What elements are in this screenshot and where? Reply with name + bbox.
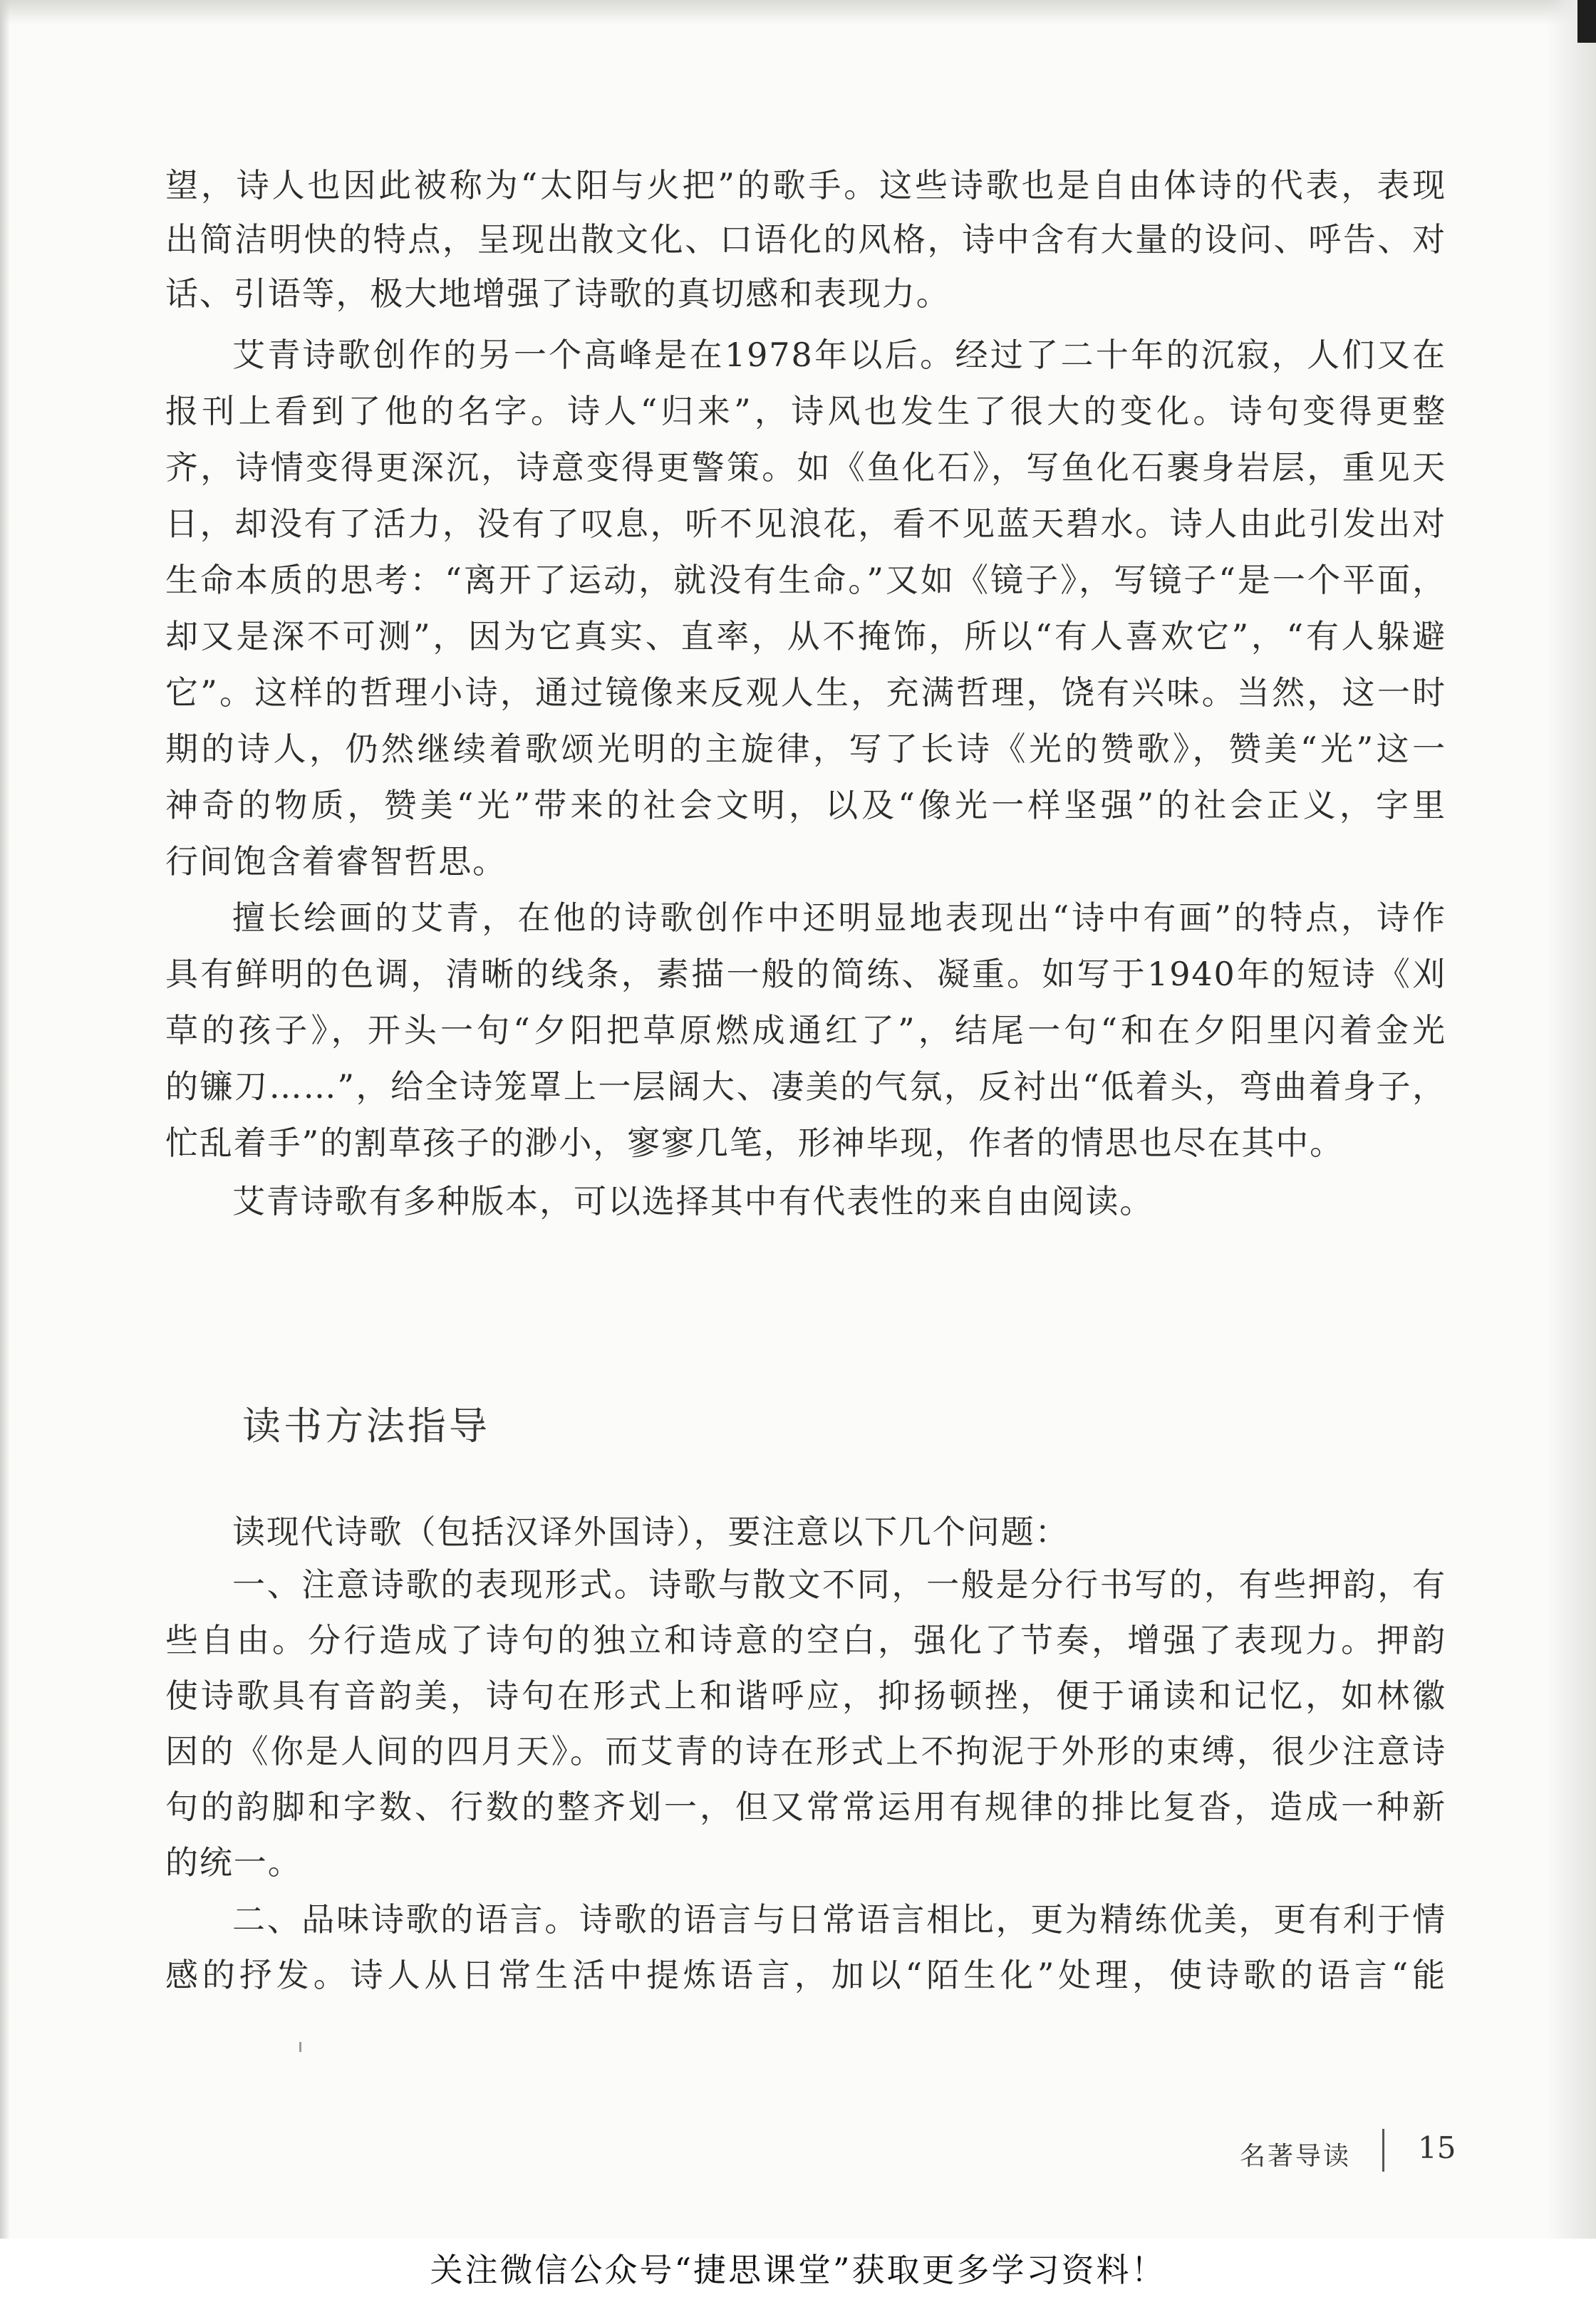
text-line: 的镰刀……”，给全诗笼罩上一层阔大、凄美的气氛，反衬出“低着头，弯曲着身子，: [165, 1067, 1446, 1106]
text-line: 草的孩子》，开头一句“夕阳把草原燃成通红了”，结尾一句“和在夕阳里闪着金光: [165, 1011, 1446, 1049]
text-line: 具有鲜明的色调，清晰的线条，素描一般的简练、凝重。如写于1940年的短诗《刈: [165, 955, 1446, 993]
text-line: 因的《你是人间的四月天》。而艾青的诗在形式上不拘泥于外形的束缚，很少注意诗: [165, 1732, 1446, 1771]
section-heading: 读书方法指导: [242, 1404, 490, 1448]
scan-left-edge-shadow: [0, 0, 10, 2307]
text-line: 话、引语等，极大地增强了诗歌的真切感和表现力。: [165, 274, 950, 313]
text-line: 却又是深不可测”，因为它真实、直率，从不掩饰，所以“有人喜欢它”，“有人躲避: [165, 617, 1446, 655]
text-line: 感的抒发。诗人从日常生活中提炼语言，加以“陌生化”处理，使诗歌的语言“能: [165, 1956, 1446, 1994]
text-line: 些自由。分行造成了诗句的独立和诗意的空白，强化了节奏，增强了表现力。押韵: [165, 1621, 1446, 1659]
text-line: 一、注意诗歌的表现形式。诗歌与散文不同，一般是分行书写的，有些押韵，有: [232, 1565, 1446, 1604]
text-line: 二、品味诗歌的语言。诗歌的语言与日常语言相比，更为精练优美，更有利于情: [232, 1900, 1446, 1939]
scan-corner-mark: [1577, 0, 1596, 43]
text-line: 艾青诗歌有多种版本，可以选择其中有代表性的来自由阅读。: [232, 1182, 1154, 1220]
text-line: 出简洁明快的特点，呈现出散文化、口语化的风格，诗中含有大量的设问、呼告、对: [165, 220, 1446, 259]
footer-divider: [1382, 2129, 1384, 2172]
text-line: 读现代诗歌（包括汉译外国诗），要注意以下几个问题：: [232, 1513, 1069, 1551]
text-line: 它”。这样的哲理小诗，通过镜像来反观人生，充满哲理，饶有兴味。当然，这一时: [165, 673, 1446, 712]
page-number: 15: [1418, 2130, 1456, 2165]
text-line: 行间饱含着睿智哲思。: [165, 842, 507, 881]
text-line: 望，诗人也因此被称为“太阳与火把”的歌手。这些诗歌也是自由体诗的代表，表现: [165, 166, 1446, 204]
text-line: 齐，诗情变得更深沉，诗意变得更警策。如《鱼化石》，写鱼化石裹身岩层，重见天: [165, 448, 1446, 487]
text-line: 期的诗人，仍然继续着歌颂光明的主旋律，写了长诗《光的赞歌》，赞美“光”这一: [165, 730, 1446, 768]
scan-speck: [299, 2042, 301, 2052]
text-line: 忙乱着手”的割草孩子的渺小，寥寥几笔，形神毕现，作者的情思也尽在其中。: [165, 1124, 1344, 1162]
scan-top-edge-shadow: [0, 0, 1596, 26]
text-line: 艾青诗歌创作的另一个高峰是在1978年以后。经过了二十年的沉寂，人们又在: [232, 336, 1446, 374]
text-line: 句的韵脚和字数、行数的整齐划一，但又常常运用有规律的排比复沓，造成一种新: [165, 1788, 1446, 1826]
text-line: 日，却没有了活力，没有了叹息，听不见浪花，看不见蓝天碧水。诗人由此引发出对: [165, 504, 1446, 543]
text-line: 报刊上看到了他的名字。诗人“归来”，诗风也发生了很大的变化。诗句变得更整: [165, 392, 1446, 430]
text-line: 神奇的物质，赞美“光”带来的社会文明，以及“像光一样坚强”的社会正义，字里: [165, 786, 1446, 824]
scan-right-edge-shadow: [1546, 0, 1596, 2307]
text-line: 擅长绘画的艾青，在他的诗歌创作中还明显地表现出“诗中有画”的特点，诗作: [232, 898, 1446, 937]
text-line: 使诗歌具有音韵美，诗句在形式上和谐呼应，抑扬顿挫，便于诵读和记忆，如林徽: [165, 1676, 1446, 1715]
promo-banner-text: 关注微信公众号“捷思课堂”获取更多学习资料！: [430, 2251, 1166, 2289]
running-footer-book-title: 名著导读: [1240, 2142, 1352, 2171]
text-line: 的统一。: [165, 1843, 302, 1882]
text-line: 生命本质的思考：“离开了运动，就没有生命。”又如《镜子》，写镜子“是一个平面，: [165, 561, 1446, 599]
